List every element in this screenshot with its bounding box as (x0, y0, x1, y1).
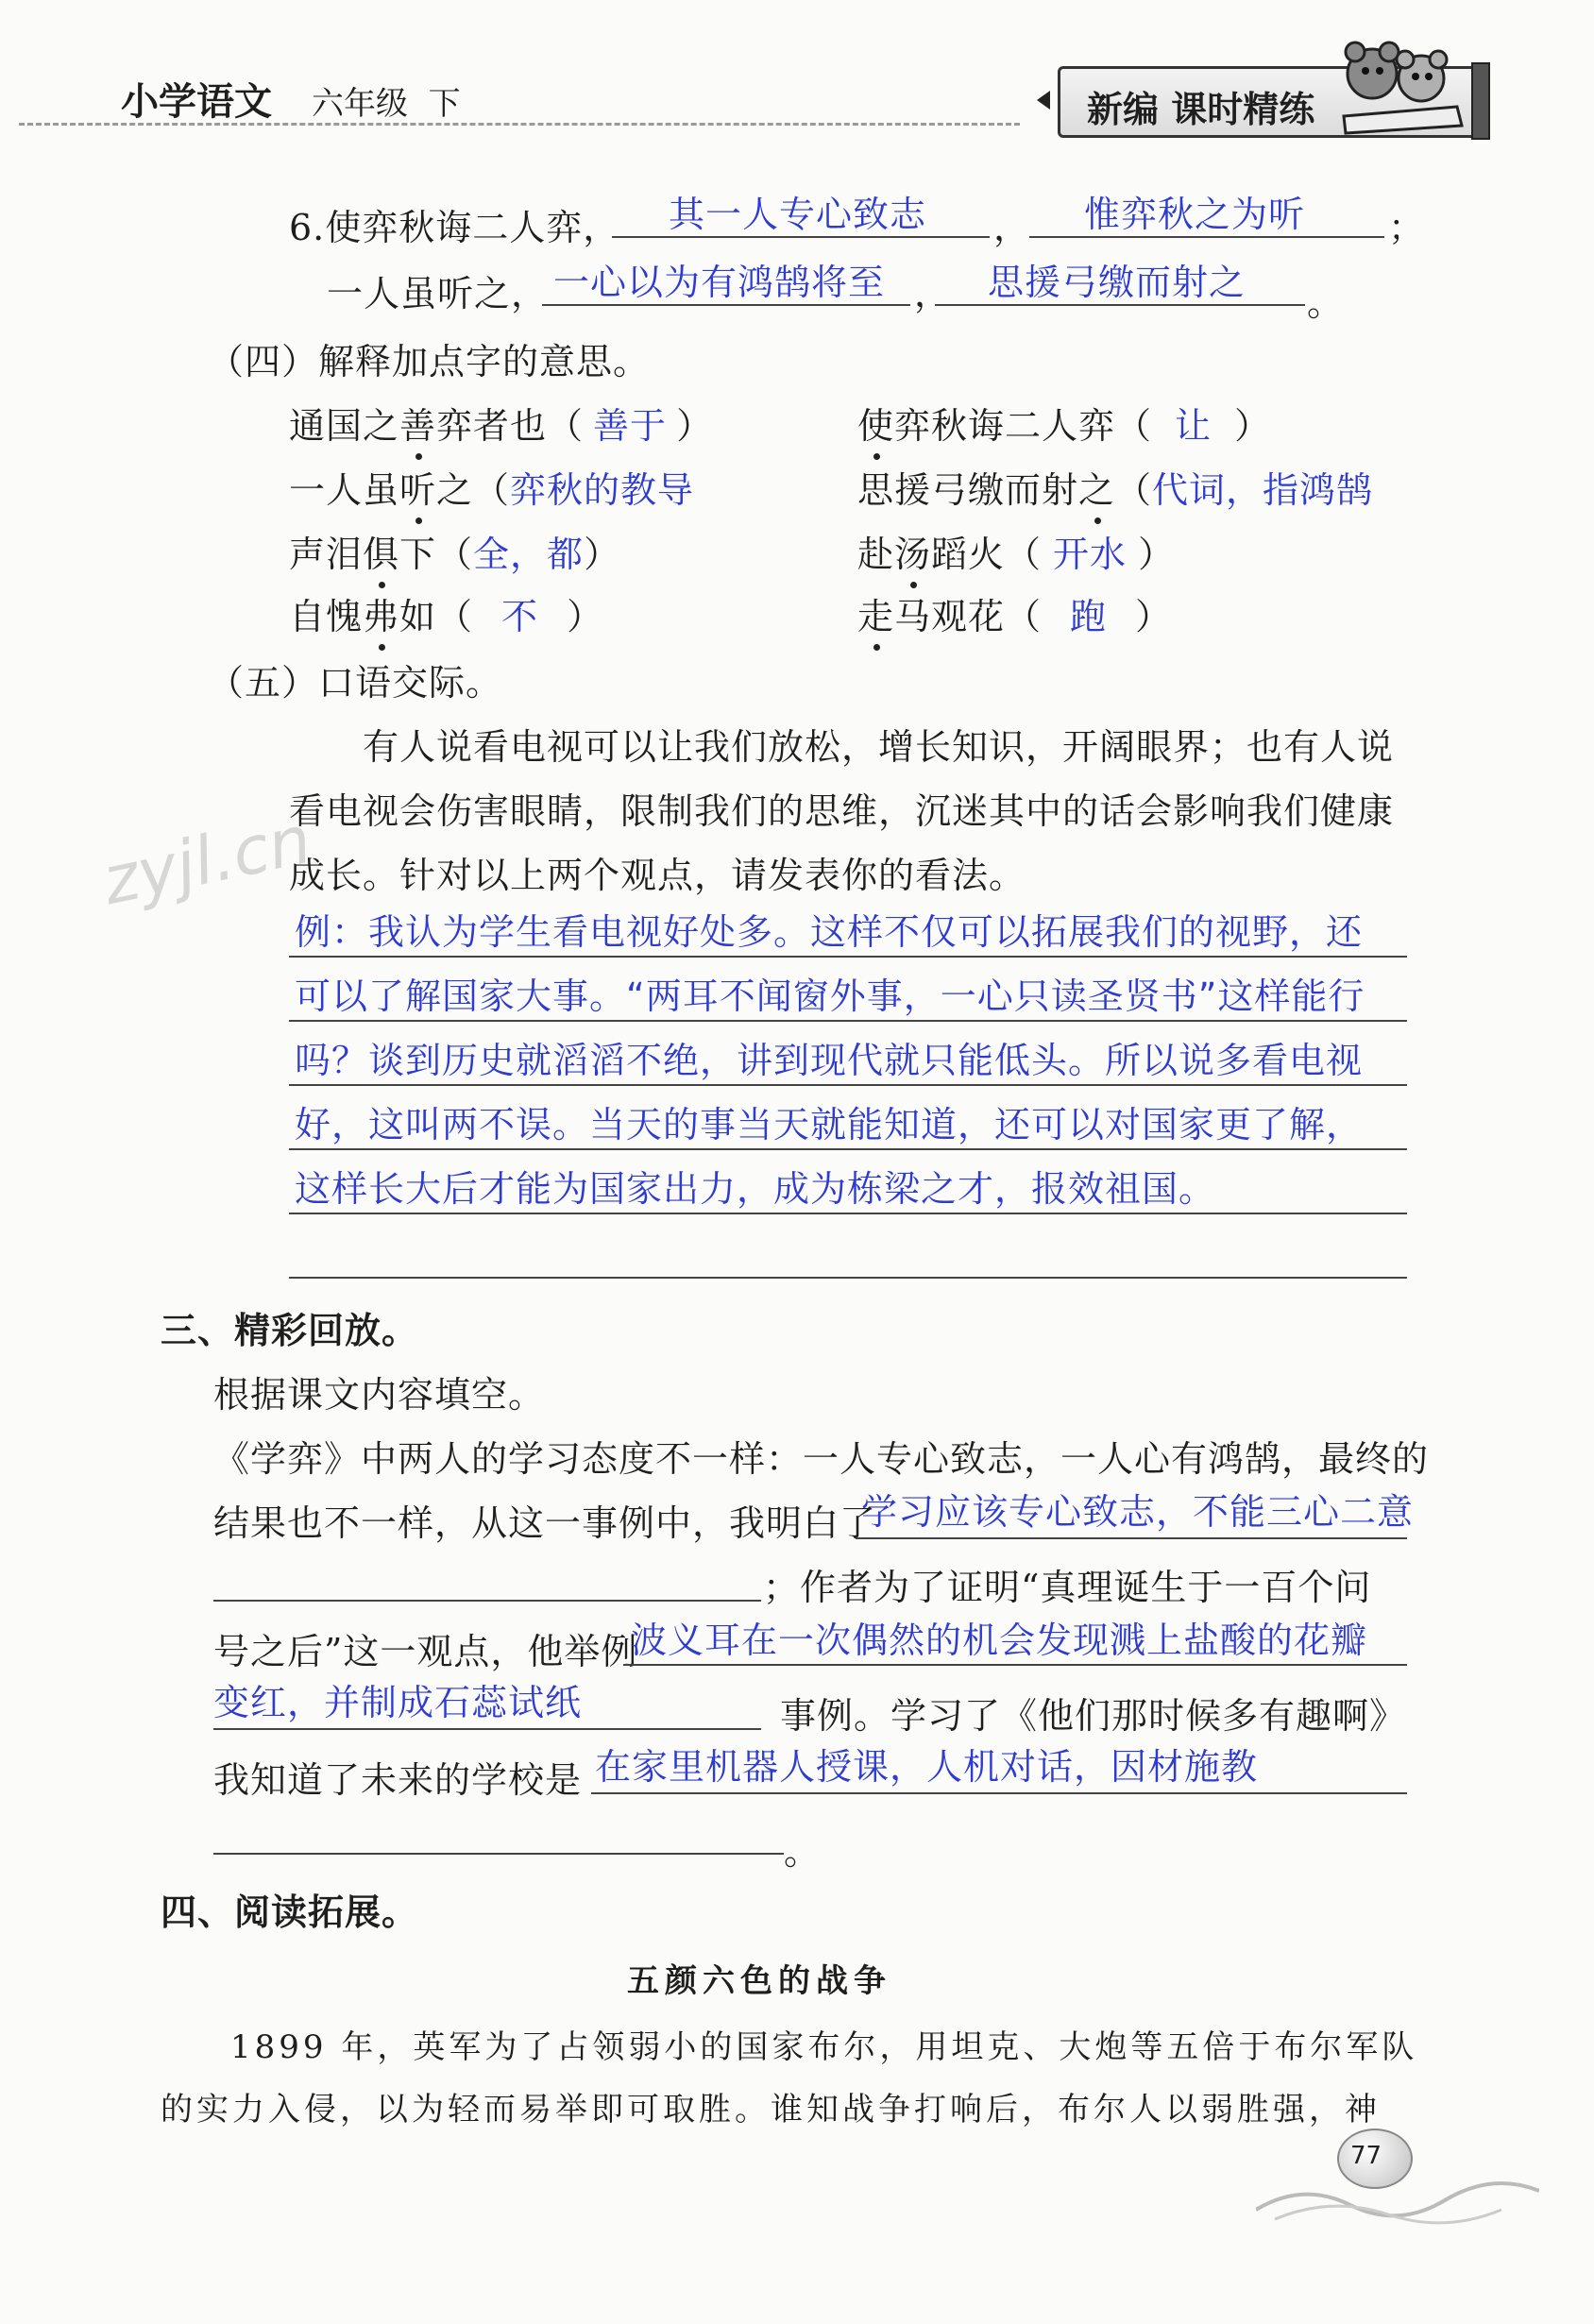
sec5-rule-5 (289, 1213, 1407, 1214)
header-arrow-icon (1037, 91, 1050, 110)
part3-line-4: 号之后”这一观点，他举例 (213, 1631, 638, 1672)
part3-blank-3 (591, 1792, 1407, 1794)
part3-title: 三、精彩回放。 (161, 1310, 419, 1351)
part3-answer-2: 波义耳在一次偶然的机会发现溅上盐酸的花瓣 (631, 1620, 1368, 1661)
article-title: 五颜六色的战争 (627, 1962, 891, 2000)
sec5-answer-1: 例：我认为学生看电视好处多。这样不仅可以拓展我们的视野，还 (295, 911, 1364, 953)
part3-blank-1 (856, 1537, 1407, 1539)
q6-blank-2 (1029, 236, 1384, 238)
q6-line2-prefix: 一人虽听之， (327, 273, 549, 314)
sec4-item-5: 声泪俱下（全，都） (289, 525, 620, 577)
sec5-rule-2 (289, 1020, 1407, 1022)
sec5-title: （五）口语交际。 (208, 662, 503, 704)
sec5-rule-1 (289, 956, 1407, 958)
sec5-para-3: 成长。针对以上两个观点，请发表你的看法。 (289, 855, 1026, 896)
q6-semicolon: ； (1388, 207, 1426, 248)
part3-line-6: 我知道了未来的学校是 (213, 1759, 583, 1801)
sec5-rule-3 (289, 1084, 1407, 1086)
q6-blank-1 (612, 236, 990, 238)
q6-answer-3: 一心以为有鸿鹄将至 (553, 262, 886, 303)
part3-blank-1b (213, 1600, 761, 1602)
sec5-answer-5: 这样长大后才能为国家出力，成为栋梁之才，报效祖国。 (295, 1168, 1216, 1210)
page-number: 77 (1350, 2142, 1382, 2170)
q6-comma: ， (993, 207, 1031, 248)
part3-blank-2b (213, 1728, 761, 1730)
part3-line-5: 事例。学习了《他们那时候多有趣啊》 (780, 1695, 1407, 1737)
q6-answer-4: 思援弓缴而射之 (988, 262, 1246, 303)
sec5-answer-2: 可以了解国家大事。“两耳不闻窗外事，一心只读圣贤书”这样能行 (295, 975, 1365, 1017)
sec4-item-8: 走马观花（ 跑 ） (857, 587, 1172, 639)
part3-line-3: ；作者为了证明“真理诞生于一百个问 (763, 1567, 1372, 1608)
sec5-answer-3: 吗？谈到历史就滔滔不绝，讲到现代就只能低头。所以说多看电视 (295, 1040, 1364, 1081)
pencil-icon (1471, 62, 1490, 140)
part4-title: 四、阅读拓展。 (161, 1891, 419, 1933)
q6-answer-2: 惟弈秋之为听 (1084, 194, 1306, 235)
sec4-item-4: 思援弓缴而射之（代词，指鸿鹄 (857, 461, 1373, 513)
part3-answer-1: 学习应该专心致志，不能三心二意 (861, 1491, 1415, 1533)
series-label: 新编 课时精练 (1087, 89, 1315, 130)
header-dashed-line (19, 123, 1020, 126)
sec4-item-2: 使弈秋诲二人弈（ 让 ） (857, 397, 1271, 449)
sec4-item-1: 通国之善弈者也（ 善于 ） (289, 397, 713, 449)
sec5-rule-4 (289, 1148, 1407, 1150)
watermark: zyjl.cn (95, 800, 318, 921)
q6-blank-4 (935, 304, 1305, 306)
sec5-answer-4: 好，这叫两不误。当天的事当天就能知道，还可以对国家更了解， (295, 1104, 1364, 1145)
part3-end: 。 (784, 1831, 822, 1873)
article-para-1: 1899 年，英军为了占领弱小的国家布尔，用坦克、大炮等五倍于布尔军队 (230, 2028, 1418, 2066)
q6-comma-2: ， (914, 273, 952, 314)
sec5-rule-6 (289, 1277, 1407, 1279)
sec4-item-3: 一人虽听之（弈秋的教导 (289, 461, 694, 513)
part3-blank-3b (213, 1853, 784, 1855)
q6-answer-1: 其一人专心致志 (669, 194, 927, 235)
part3-instruction: 根据课文内容填空。 (213, 1374, 546, 1416)
wave-decoration-icon (1256, 2172, 1539, 2229)
sec5-para-1: 有人说看电视可以让我们放松，增长知识，开阔眼界；也有人说 (363, 726, 1395, 768)
part3-blank-2 (623, 1664, 1407, 1666)
sec4-item-7: 自愧弗如（ 不 ） (289, 587, 603, 639)
part3-line-1: 《学弈》中两人的学习态度不一样：一人专心致志，一人心有鸿鹄，最终的 (213, 1438, 1430, 1480)
sec4-item-6: 赴汤蹈火（ 开水 ） (857, 525, 1175, 577)
q6-blank-3 (542, 304, 910, 306)
series-banner (1058, 66, 1479, 138)
part3-line-2: 结果也不一样，从这一事例中，我明白了 (213, 1502, 877, 1544)
article-para-2: 的实力入侵，以为轻而易举即可取胜。谁知战争打响后，布尔人以弱胜强，神 (161, 2091, 1381, 2129)
sec4-title: （四）解释加点字的意思。 (208, 341, 651, 382)
header-subject: 小学语文 (121, 80, 272, 124)
header-grade: 六年级 下 (312, 85, 461, 123)
q6-end: 。 (1307, 282, 1345, 324)
bears-mascot-icon (1334, 31, 1467, 135)
part3-answer-2b: 变红，并制成石蕊试纸 (213, 1682, 583, 1723)
part3-answer-3: 在家里机器人授课，人机对话，因材施教 (595, 1746, 1259, 1788)
sec5-para-2: 看电视会伤害眼睛，限制我们的思维，沉迷其中的话会影响我们健康 (289, 790, 1395, 832)
q6-prefix: 6.使弈秋诲二人弈， (289, 207, 620, 248)
